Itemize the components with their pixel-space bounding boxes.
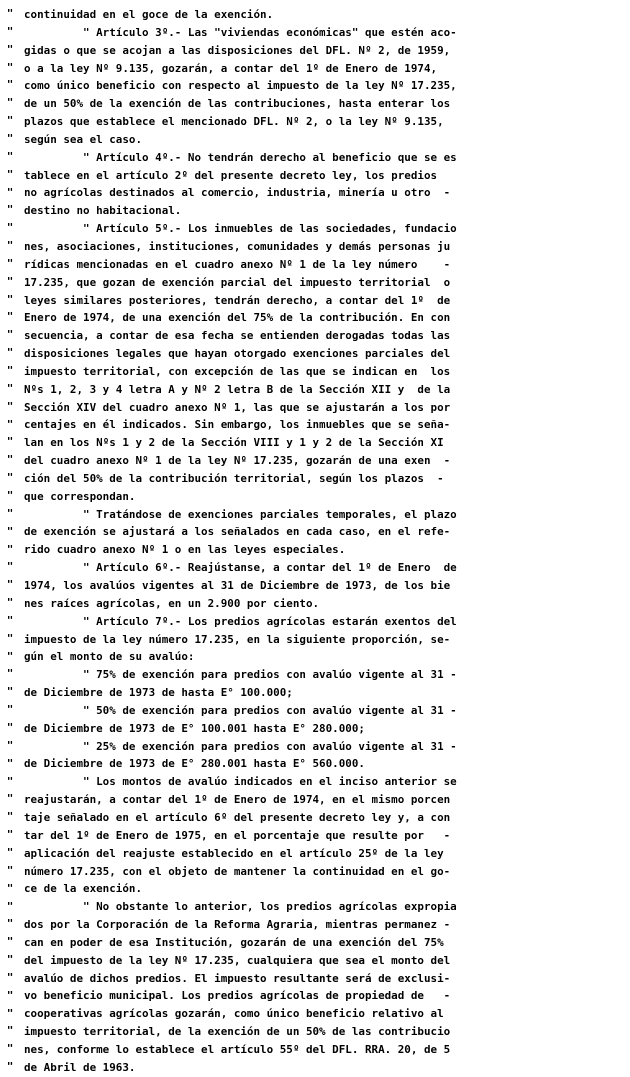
text-line: disposiciones legales que hayan otorgado exenciones parciales del bbox=[24, 347, 451, 361]
margin-quote-mark: " bbox=[6, 810, 14, 824]
margin-quote-mark: " bbox=[6, 24, 14, 38]
margin-quote-mark: " bbox=[6, 863, 14, 877]
margin-quote-mark: " bbox=[6, 506, 14, 520]
text-line: impuesto territorial, con excepción de las que se indican en los bbox=[24, 364, 451, 378]
text-line: no agrícolas destinados al comercio, industria, minería u otro - bbox=[24, 186, 451, 200]
text-line: de exención se ajustará a los señalados en cada caso, en el refe- bbox=[24, 525, 451, 539]
margin-quote-mark: " bbox=[6, 970, 14, 984]
text-line: " Artículo 7º.- Los predios agrícolas estarán exentos del bbox=[24, 614, 457, 628]
margin-quote-mark: " bbox=[6, 792, 14, 806]
text-line: cooperativas agrícolas gozarán, como único beneficio relativo al bbox=[24, 1007, 444, 1021]
margin-quote-mark: " bbox=[6, 881, 14, 895]
margin-quote-mark: " bbox=[6, 703, 14, 717]
text-line: leyes similares posteriores, tendrán derecho, a contar del 1º de bbox=[24, 293, 451, 307]
text-line: de Diciembre de 1973 de E° 100.001 hasta E° 280.000; bbox=[24, 721, 365, 735]
text-line: 1974, los avalúos vigentes al 31 de Diciembre de 1973, de los bie bbox=[24, 579, 451, 592]
text-line: Nºs 1, 2, 3 y 4 letra A y Nº 2 letra B de la Sección XII y de la bbox=[24, 382, 451, 396]
margin-quote-mark: " bbox=[6, 203, 14, 217]
text-line: tar del 1º de Enero de 1975, en el porcentaje que resulte por - bbox=[24, 828, 451, 842]
margin-quote-mark: " bbox=[6, 1042, 14, 1056]
margin-quote-mark: " bbox=[6, 613, 14, 627]
text-line: ce de la exención. bbox=[24, 882, 143, 896]
text-line: nes, asociaciones, instituciones, comunidades y demás personas ju bbox=[24, 239, 451, 253]
text-line: " 25% de exención para predios con avalúo vigente al 31 - bbox=[24, 739, 457, 753]
text-line: " Artículo 6º.- Reajústanse, a contar del 1º de Enero de bbox=[24, 561, 457, 575]
margin-quote-mark: " bbox=[6, 435, 14, 449]
text-line: Enero de 1974, de una exención del 75% de la contribución. En con bbox=[24, 311, 451, 325]
margin-quote-mark: " bbox=[6, 167, 14, 181]
margin-quote-mark: " bbox=[6, 42, 14, 56]
document-body bbox=[24, 6, 616, 1077]
margin-quote-mark: " bbox=[6, 845, 14, 859]
left-margin-quote-marks bbox=[6, 0, 18, 1074]
margin-quote-mark: " bbox=[6, 756, 14, 770]
margin-quote-mark: " bbox=[6, 274, 14, 288]
text-line: reajustarán, a contar del 1º de Enero de 1974, en el mismo porcen bbox=[24, 793, 451, 807]
margin-quote-mark: " bbox=[6, 988, 14, 1002]
margin-quote-mark: " bbox=[6, 1024, 14, 1038]
text-line: impuesto territorial, de la exención de un 50% de las contribucio bbox=[24, 1025, 451, 1039]
text-line: número 17.235, con el objeto de mantener la continuidad en el go- bbox=[24, 864, 451, 878]
margin-quote-mark: " bbox=[6, 917, 14, 931]
margin-quote-mark: " bbox=[6, 328, 14, 342]
text-line: nes, conforme lo establece el artículo 55º del DFL. RRA. 20, de 5 bbox=[24, 1042, 451, 1056]
margin-quote-mark: " bbox=[6, 149, 14, 163]
text-line: nes raíces agrícolas, en un 2.900 por ciento. bbox=[24, 596, 320, 610]
text-line: " 50% de exención para predios con avalúo vigente al 31 - bbox=[24, 703, 457, 717]
margin-quote-mark: " bbox=[6, 560, 14, 574]
text-line: tablece en el artículo 2º del presente decreto ley, los predios bbox=[24, 168, 438, 182]
text-line: " No obstante lo anterior, los predios agrícolas expropia bbox=[24, 900, 457, 914]
margin-quote-mark: " bbox=[6, 899, 14, 913]
margin-quote-mark: " bbox=[6, 471, 14, 485]
text-line: can en poder de esa Institución, gozarán de una exención del 75% bbox=[24, 935, 444, 949]
text-line: lan en los Nºs 1 y 2 de la Sección VIII y 1 y 2 de la Sección XI bbox=[24, 436, 444, 450]
margin-quote-mark: " bbox=[6, 685, 14, 699]
margin-quote-mark: " bbox=[6, 774, 14, 788]
text-line: dos por la Corporación de la Reforma Agraria, mientras permanez - bbox=[24, 918, 451, 932]
text-line: rido cuadro anexo Nº 1 o en las leyes especiales. bbox=[24, 543, 346, 557]
text-line: Sección XIV del cuadro anexo Nº 1, las que se ajustarán a los por bbox=[24, 400, 451, 414]
margin-quote-mark: " bbox=[6, 649, 14, 663]
margin-quote-mark: " bbox=[6, 7, 14, 20]
margin-quote-mark: " bbox=[6, 524, 14, 538]
margin-quote-mark: " bbox=[6, 542, 14, 556]
text-line: " Tratándose de exenciones parciales temporales, el plazo bbox=[24, 507, 457, 521]
margin-quote-mark: " bbox=[6, 488, 14, 502]
text-line: impuesto de la ley número 17.235, en la siguiente proporción, se- bbox=[24, 632, 451, 646]
text-line: " Artículo 3º.- Las "viviendas económicas" que estén aco- bbox=[24, 25, 457, 39]
margin-quote-mark: " bbox=[6, 828, 14, 842]
text-line: como único beneficio con respecto al impuesto de la ley Nº 17.235, bbox=[24, 79, 457, 93]
text-line: " Artículo 4º.- No tendrán derecho al beneficio que se es bbox=[24, 150, 457, 164]
text-line: de un 50% de la exención de las contribuciones, hasta enterar los bbox=[24, 97, 451, 111]
margin-quote-mark: " bbox=[6, 239, 14, 253]
margin-quote-mark: " bbox=[6, 60, 14, 74]
margin-quote-mark: " bbox=[6, 453, 14, 467]
margin-quote-mark: " bbox=[6, 738, 14, 752]
margin-quote-mark: " bbox=[6, 1006, 14, 1020]
text-line: de Diciembre de 1973 de hasta E° 100.000; bbox=[24, 686, 293, 700]
text-line: gún el monto de su avalúo: bbox=[24, 650, 195, 664]
margin-quote-mark: " bbox=[6, 417, 14, 431]
text-line: ción del 50% de la contribución territorial, según los plazos - bbox=[24, 471, 444, 485]
text-line: de Diciembre de 1973 de E° 280.001 hasta E° 560.000. bbox=[24, 757, 365, 771]
text-line: centajes en él indicados. Sin embargo, los inmuebles que se seña- bbox=[24, 418, 451, 432]
margin-quote-mark: " bbox=[6, 114, 14, 128]
margin-quote-mark: " bbox=[6, 78, 14, 92]
margin-quote-mark: " bbox=[6, 935, 14, 949]
text-line: " 75% de exención para predios con avalúo vigente al 31 - bbox=[24, 668, 457, 682]
margin-quote-mark: " bbox=[6, 381, 14, 395]
text-line: plazos que establece el mencionado DFL. Nº 2, o la ley Nº 9.135, bbox=[24, 115, 444, 129]
text-line: según sea el caso. bbox=[24, 132, 143, 146]
text-line: gidas o que se acojan a las disposiciones del DFL. Nº 2, de 1959, bbox=[24, 43, 451, 57]
text-line: del impuesto de la ley Nº 17.235, cualquiera que sea el monto del bbox=[24, 953, 451, 967]
margin-quote-mark: " bbox=[6, 256, 14, 270]
margin-quote-mark: " bbox=[6, 667, 14, 681]
margin-quote-mark: " bbox=[6, 96, 14, 110]
text-line: aplicación del reajuste establecido en el artículo 25º de la ley bbox=[24, 846, 444, 860]
margin-quote-mark: " bbox=[6, 185, 14, 199]
margin-quote-mark: " bbox=[6, 310, 14, 324]
text-line: destino no habitacional. bbox=[24, 204, 182, 218]
margin-quote-mark: " bbox=[6, 364, 14, 377]
text-line: rídicas mencionadas en el cuadro anexo Nº 1 de la ley número - bbox=[24, 257, 451, 271]
text-line: " Artículo 5º.- Los inmuebles de las sociedades, fundacio bbox=[24, 222, 457, 236]
text-line: del cuadro anexo Nº 1 de la ley Nº 17.235, gozarán de una exen - bbox=[24, 454, 451, 468]
text-line: que correspondan. bbox=[24, 489, 136, 503]
margin-quote-mark: " bbox=[6, 292, 14, 306]
margin-quote-mark: " bbox=[6, 596, 14, 610]
margin-quote-mark: " bbox=[6, 578, 14, 592]
text-line: " Los montos de avalúo indicados en el inciso anterior se bbox=[24, 775, 457, 789]
margin-quote-mark: " bbox=[6, 131, 14, 145]
text-line: avalúo de dichos predios. El impuesto resultante será de exclusi- bbox=[24, 971, 451, 985]
margin-quote-mark: " bbox=[6, 721, 14, 734]
text-line: 17.235, que gozan de exención parcial del impuesto territorial o bbox=[24, 275, 451, 289]
text-line: taje señalado en el artículo 6º del presente decreto ley y, a con bbox=[24, 810, 451, 824]
margin-quote-mark: " bbox=[6, 953, 14, 967]
margin-quote-mark: " bbox=[6, 221, 14, 235]
margin-quote-mark: " bbox=[6, 1060, 14, 1074]
margin-quote-mark: " bbox=[6, 346, 14, 360]
margin-quote-mark: " bbox=[6, 399, 14, 413]
text-line: secuencia, a contar de esa fecha se entienden derogadas todas las bbox=[24, 329, 451, 343]
text-line: continuidad en el goce de la exención. bbox=[24, 8, 274, 21]
text-line: vo beneficio municipal. Los predios agrícolas de propiedad de - bbox=[24, 989, 451, 1003]
text-line: de Abril de 1963. bbox=[24, 1060, 136, 1074]
margin-quote-mark: " bbox=[6, 631, 14, 645]
text-line: o a la ley Nº 9.135, gozarán, a contar del 1º de Enero de 1974, bbox=[24, 61, 438, 75]
